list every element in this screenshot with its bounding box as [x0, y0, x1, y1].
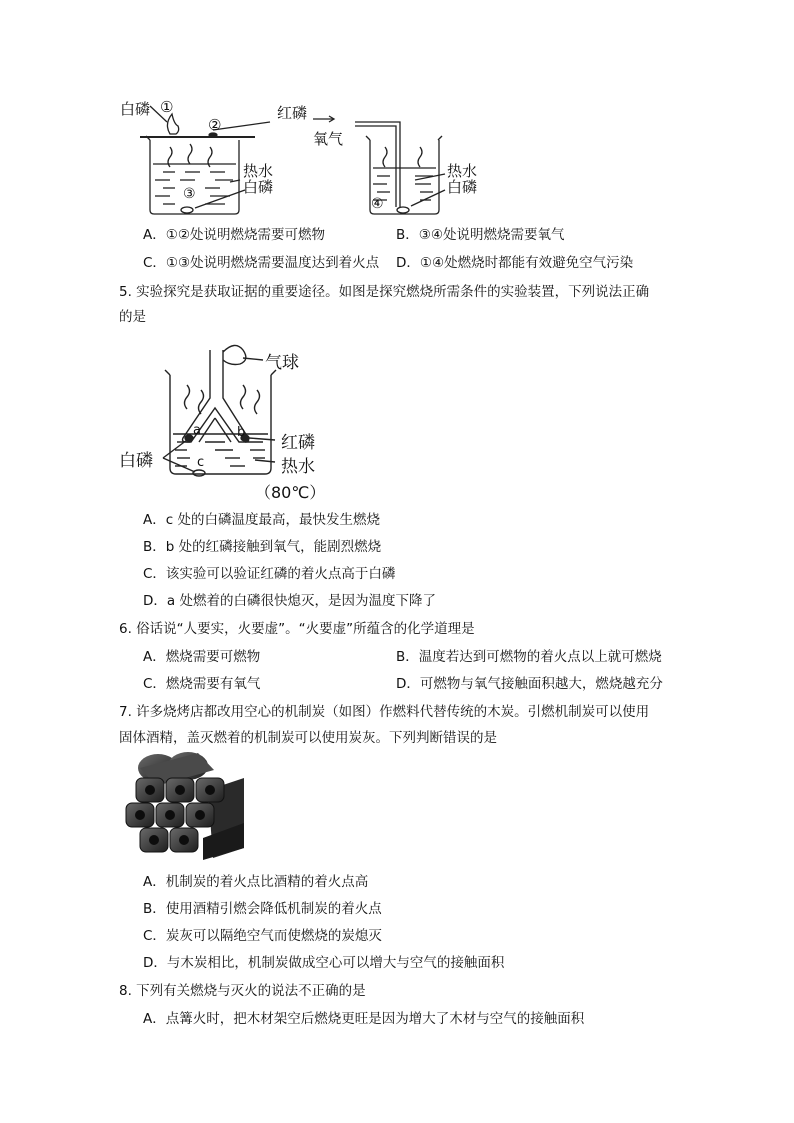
- q4-label-white-p-bottom: 白磷: [243, 178, 274, 196]
- q5-label-white-p: 白磷: [119, 451, 153, 471]
- q7-stem-line1: 7. 许多烧烤店都改用空心的机制炭（如图）作燃料代替传统的木炭。引燃机制炭可以使用: [119, 704, 650, 720]
- q4-mark-2: ②: [208, 116, 222, 134]
- charcoal-photo: [118, 748, 246, 863]
- q6-option-d: D．可燃物与氧气接触面积越大，燃烧越充分: [396, 676, 663, 692]
- q7-option-b: B．使用酒精引燃会降低机制炭的着火点: [143, 901, 382, 917]
- q6-option-a: A．燃烧需要可燃物: [143, 649, 261, 665]
- q5-figure: [115, 330, 345, 505]
- q4-label-oxygen: 氧气: [313, 130, 344, 148]
- q4-label-red-p: 红磷: [277, 104, 308, 122]
- q4-label-hot-water-left: 热水: [243, 162, 274, 180]
- q5-option-d: D．a 处燃着的白磷很快熄灭，是因为温度下降了: [143, 593, 436, 609]
- q8-option-a: A．点篝火时，把木材架空后燃烧更旺是因为增大了木材与空气的接触面积: [143, 1011, 585, 1027]
- q4-option-a: A．①②处说明燃烧需要可燃物: [143, 227, 325, 243]
- left-beaker: [140, 106, 270, 214]
- q4-label-hot-water-right: 热水: [447, 162, 478, 180]
- q5-label-c: c: [197, 455, 205, 470]
- q7-option-c: C．炭灰可以隔绝空气而使燃烧的炭熄灭: [143, 928, 382, 944]
- q5-stem-line2: 的是: [119, 309, 146, 325]
- q5-label-red-p: 红磷: [281, 433, 315, 453]
- q5-option-c: C．该实验可以验证红磷的着火点高于白磷: [143, 566, 396, 582]
- q8-stem: 8. 下列有关燃烧与灭火的说法不正确的是: [119, 983, 366, 999]
- q5-label-balloon: 气球: [265, 353, 299, 373]
- q4-figure: [115, 92, 495, 222]
- q4-option-c: C．①③处说明燃烧需要温度达到着火点: [143, 255, 380, 271]
- q4-mark-4: ④: [371, 196, 384, 212]
- q4-label-white-p-left: 白磷: [120, 100, 151, 118]
- q5-option-b: B．b 处的红磷接触到氧气，能剧烈燃烧: [143, 539, 382, 555]
- q5-label-hot-water: 热水: [281, 457, 315, 477]
- q4-mark-3: ③: [183, 186, 196, 202]
- q5-stem-line1: 5. 实验探究是获取证据的重要途径。如图是探究燃烧所需条件的实验装置，下列说法正确: [119, 284, 650, 300]
- q7-option-d: D．与木炭相比，机制炭做成空心可以增大与空气的接触面积: [143, 955, 505, 971]
- q5-label-a: a: [193, 423, 201, 438]
- q5-option-a: A．c 处的白磷温度最高，最快发生燃烧: [143, 512, 380, 528]
- q6-option-b: B．温度若达到可燃物的着火点以上就可燃烧: [396, 649, 662, 665]
- q7-option-a: A．机制炭的着火点比酒精的着火点高: [143, 874, 369, 890]
- q6-stem: 6. 俗话说“人要实，火要虚”。“火要虚”所蕴含的化学道理是: [119, 621, 475, 637]
- q5-label-temp: （80℃）: [255, 483, 326, 502]
- q4-option-b: B．③④处说明燃烧需要氧气: [396, 227, 565, 243]
- q4-option-d: D．①④处燃烧时都能有效避免空气污染: [396, 255, 634, 271]
- q6-option-c: C．燃烧需要有氧气: [143, 676, 261, 692]
- q5-label-b: b: [237, 425, 246, 440]
- q4-mark-1: ①: [160, 98, 174, 116]
- q7-stem-line2: 固体酒精，盖灭燃着的机制炭可以使用炭灰。下列判断错误的是: [119, 730, 497, 746]
- q4-label-white-p-right: 白磷: [447, 178, 478, 196]
